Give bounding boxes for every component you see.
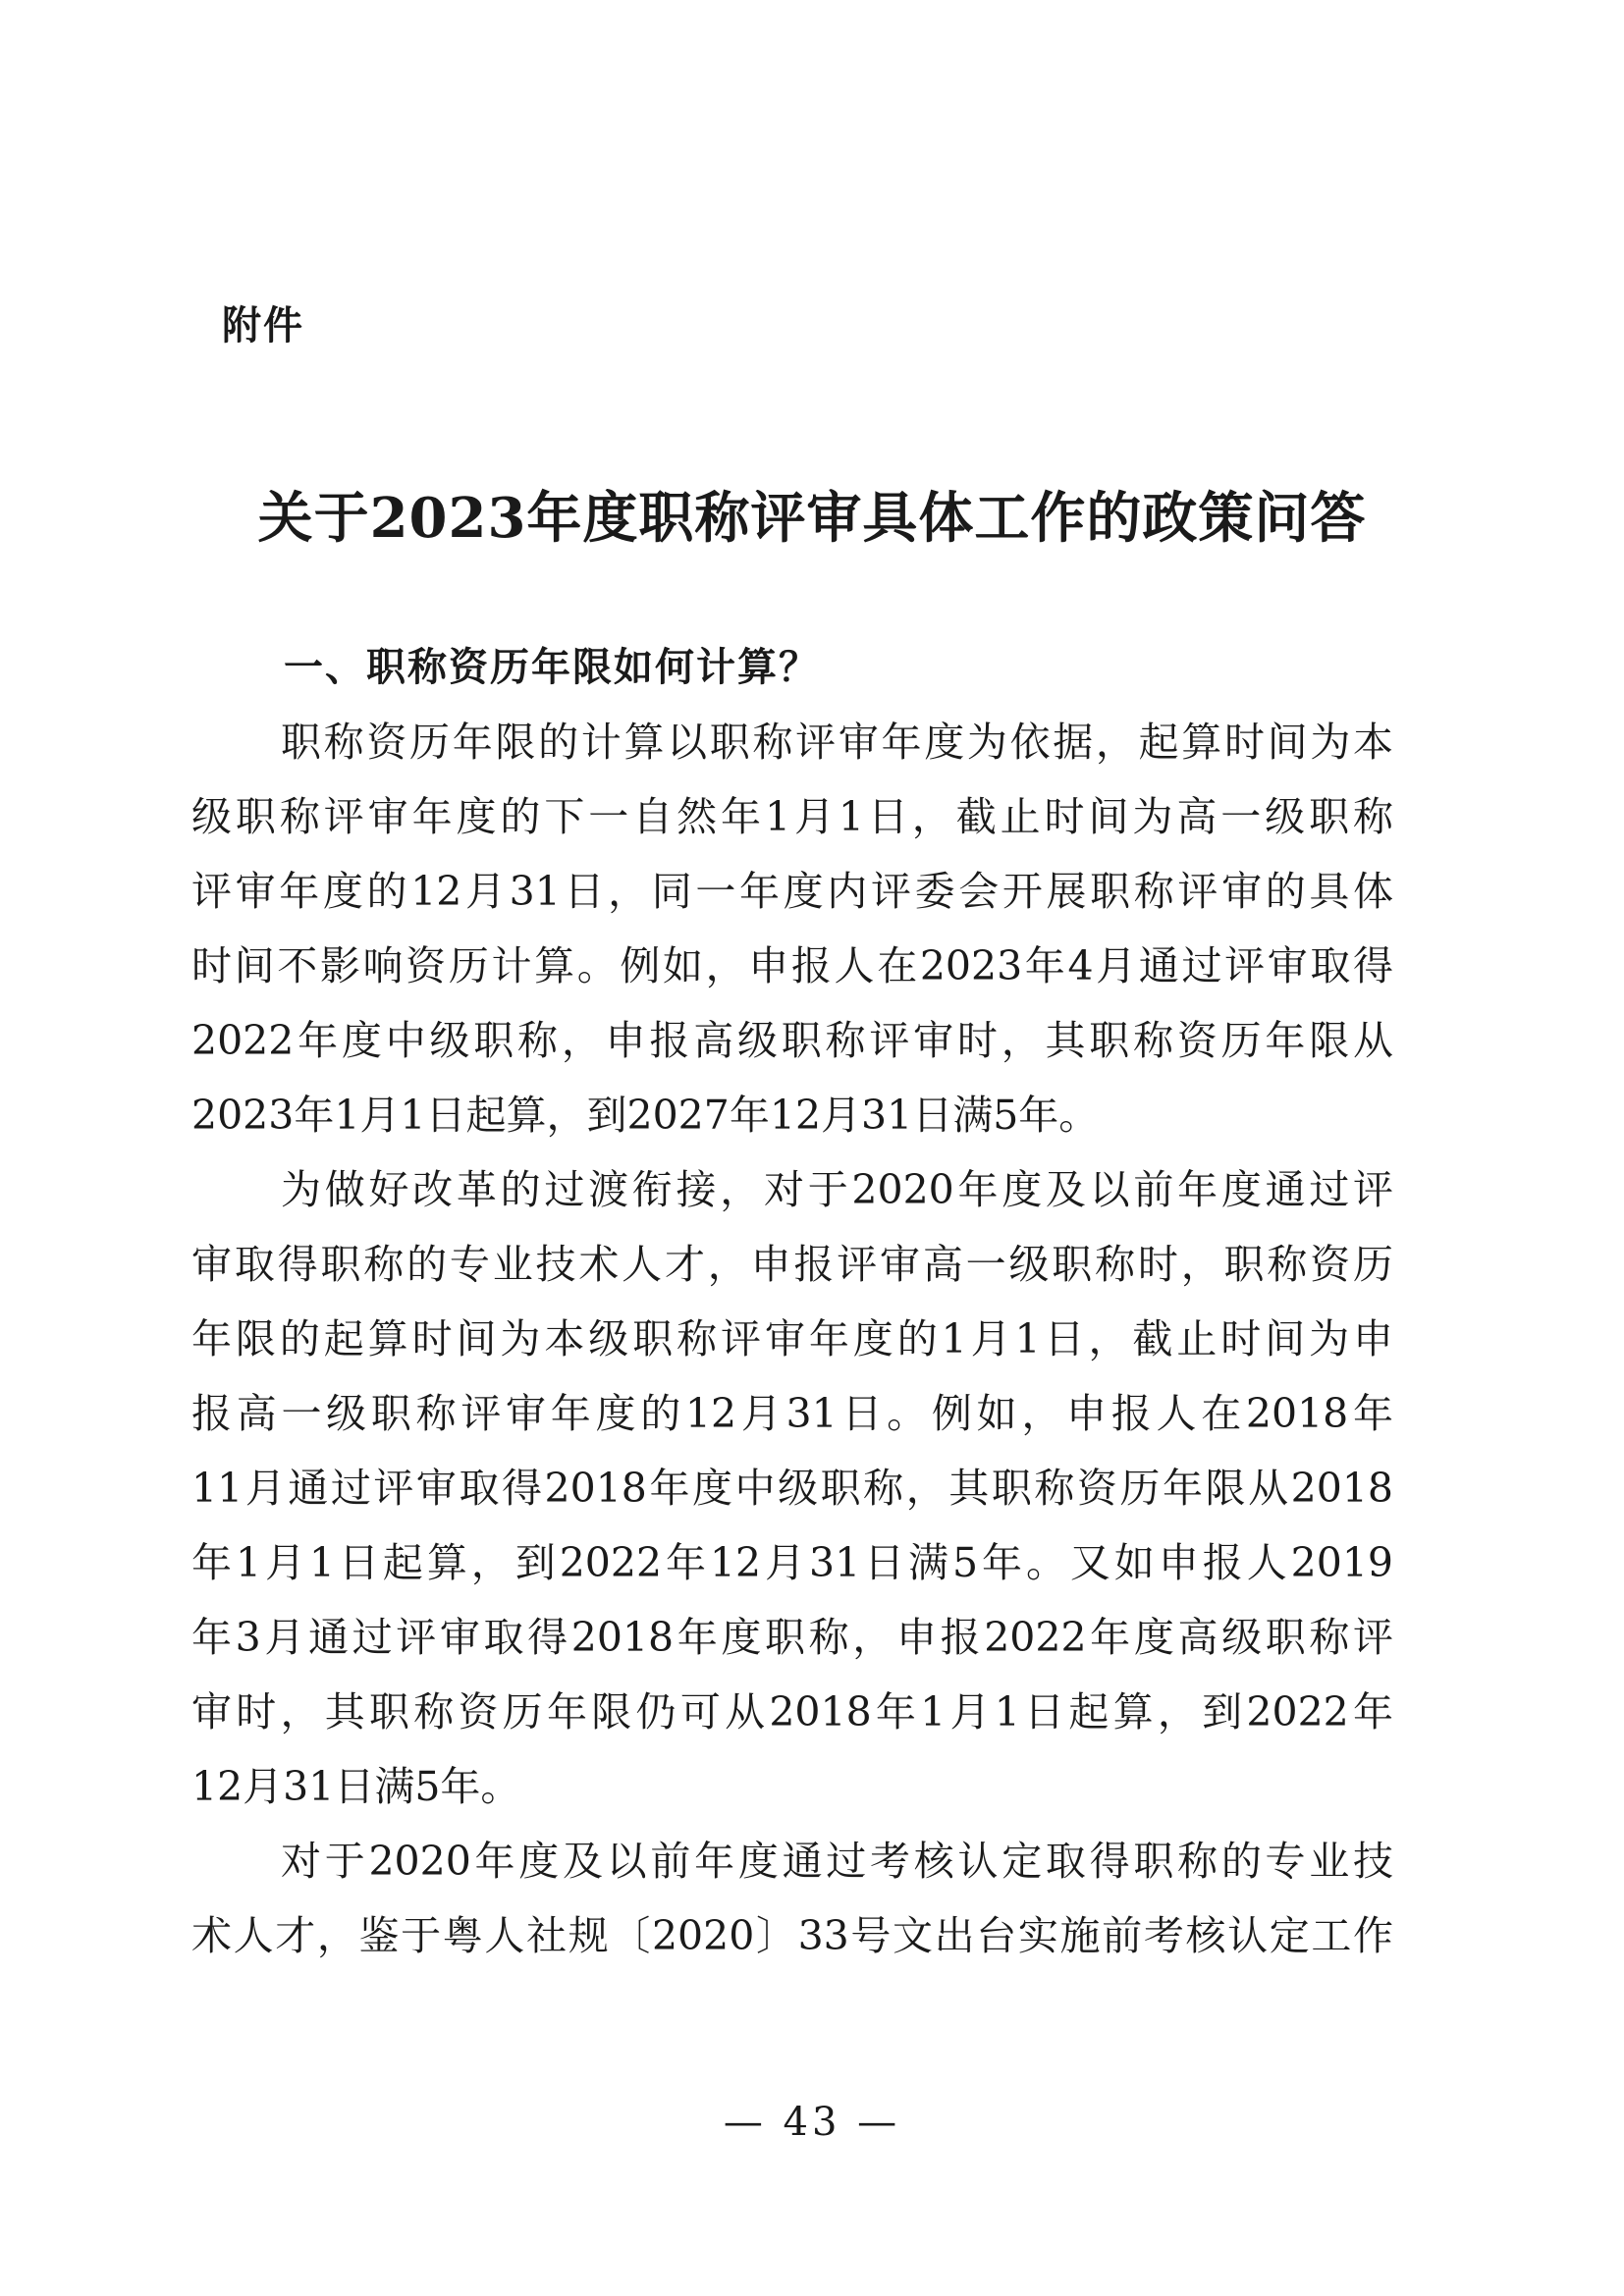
paragraph-2-line-4: 报高一级职称评审年度的12月31日。例如，申报人在2018年 xyxy=(191,1390,1393,1437)
paragraph-2-line-5: 11月通过评审取得2018年度中级职称，其职称资历年限从2018 xyxy=(191,1465,1393,1512)
paragraph-1-line-2: 级职称评审年度的下一自然年1月1日，截止时间为高一级职称 xyxy=(191,793,1393,840)
attachment-label: 附件 xyxy=(222,303,304,348)
paragraph-2-line-3: 年限的起算时间为本级职称评审年度的1月1日，截止时间为申 xyxy=(191,1315,1393,1362)
paragraph-1-line-3: 评审年度的12月31日，同一年度内评委会开展职称评审的具体 xyxy=(191,868,1393,915)
paragraph-3-line-1: 对于2020年度及以前年度通过考核认定取得职称的专业技 xyxy=(281,1838,1393,1885)
paragraph-2-line-7: 年3月通过评审取得2018年度职称，申报2022年度高级职称评 xyxy=(191,1614,1393,1661)
paragraph-2-line-8: 审时，其职称资历年限仍可从2018年1月1日起算，到2022年 xyxy=(191,1688,1393,1735)
paragraph-2-line-6: 年1月1日起算，到2022年12月31日满5年。又如申报人2019 xyxy=(191,1539,1393,1586)
paragraph-2-line-2: 审取得职称的专业技术人才，申报评审高一级职称时，职称资历 xyxy=(191,1241,1393,1288)
document-title: 关于2023年度职称评审具体工作的政策问答 xyxy=(257,486,1367,551)
paragraph-1-line-6: 2023年1月1日起算，到2027年12月31日满5年。 xyxy=(191,1092,1100,1139)
paragraph-1-line-4: 时间不影响资历计算。例如，申报人在2023年4月通过评审取得 xyxy=(191,942,1393,989)
paragraph-1-line-5: 2022年度中级职称，申报高级职称评审时，其职称资历年限从 xyxy=(191,1017,1393,1064)
paragraph-1-line-1: 职称资历年限的计算以职称评审年度为依据，起算时间为本 xyxy=(281,719,1393,766)
page-number: — 43 — xyxy=(723,2100,901,2145)
paragraph-2-line-1: 为做好改革的过渡衔接，对于2020年度及以前年度通过评 xyxy=(281,1166,1393,1213)
section-heading: 一、职称资历年限如何计算？ xyxy=(284,645,820,690)
paragraph-3-line-2: 术人才，鉴于粤人社规〔2020〕33号文出台实施前考核认定工作 xyxy=(191,1912,1393,1959)
paragraph-2-line-9: 12月31日满5年。 xyxy=(191,1763,521,1810)
